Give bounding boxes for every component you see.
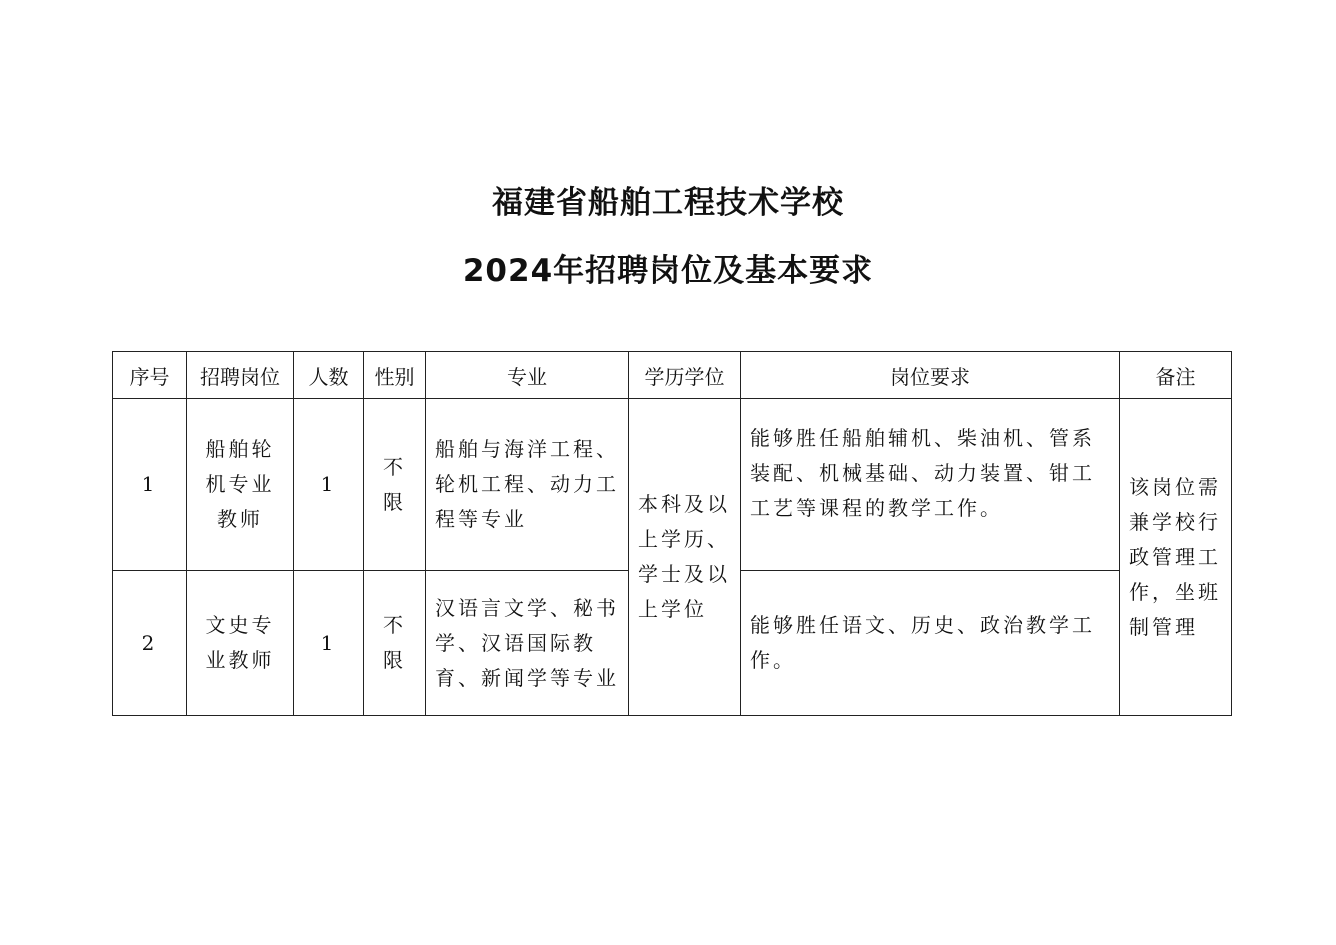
cell-requirement: 能够胜任船舶辅机、柴油机、管系装配、机械基础、动力装置、钳工工艺等课程的教学工作。 (741, 399, 1120, 571)
cell-position: 文史专业教师 (187, 571, 294, 716)
header-education: 学历学位 (629, 352, 741, 399)
cell-requirement: 能够胜任语文、历史、政治教学工作。 (741, 571, 1120, 716)
cell-major: 船舶与海洋工程、轮机工程、动力工程等专业 (426, 399, 629, 571)
cell-count: 1 (294, 399, 364, 571)
cell-gender: 不限 (364, 399, 426, 571)
cell-count: 1 (294, 571, 364, 716)
cell-no: 1 (113, 399, 187, 571)
cell-no: 2 (113, 571, 187, 716)
header-count: 人数 (294, 352, 364, 399)
document-title: 福建省船舶工程技术学校 (492, 185, 844, 221)
header-position: 招聘岗位 (187, 352, 294, 399)
table-header-row (113, 352, 1232, 399)
recruitment-table (112, 351, 1232, 716)
cell-remark: 该岗位需兼学校行政管理工作，坐班制管理 (1120, 399, 1232, 716)
cell-position: 船舶轮机专业教师 (187, 399, 294, 571)
table-row (113, 399, 1232, 571)
header-requirement: 岗位要求 (741, 352, 1120, 399)
header-no: 序号 (113, 352, 187, 399)
cell-major: 汉语言文学、秘书学、汉语国际教育、新闻学等专业 (426, 571, 629, 716)
document-subtitle: 2024年招聘岗位及基本要求 (462, 253, 874, 289)
header-gender: 性别 (364, 352, 426, 399)
cell-education: 本科及以上学历、学士及以上学位 (629, 399, 741, 716)
header-major: 专业 (426, 352, 629, 399)
cell-gender: 不限 (364, 571, 426, 716)
header-remark: 备注 (1120, 352, 1232, 399)
